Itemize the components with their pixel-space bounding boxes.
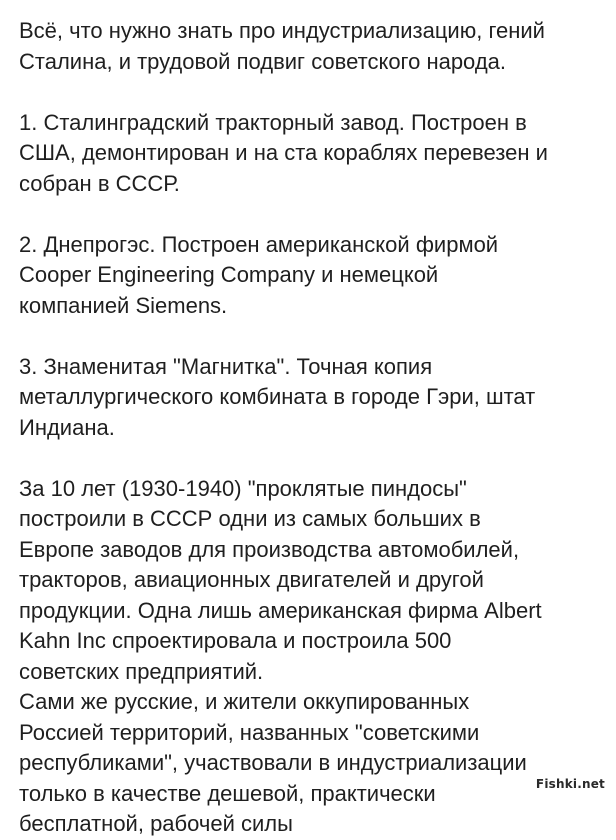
text-line: 2. Днепрогэс. Построен американской фирмой xyxy=(19,231,499,257)
text-line: республиками", участвовали в индустриализации xyxy=(19,750,527,775)
text-line: Сами же русские, и жители оккупированных xyxy=(19,689,470,714)
text-line: США, демонтирован и на ста кораблях перевезен и xyxy=(19,140,548,165)
text-line: только в качестве дешевой, практически xyxy=(19,780,436,806)
paragraph-stalingrad xyxy=(19,108,609,200)
text-line: тракторов, авиационных двигателей и другой xyxy=(19,567,484,592)
paragraph-conclusion xyxy=(19,474,609,840)
text-line: Всё, что нужно знать про индустриализацию, гений xyxy=(19,18,545,43)
paragraph-dneproges xyxy=(19,230,609,322)
paragraph-gap xyxy=(19,321,609,352)
text-line: 3. Знаменитая "Магнитка". Точная копия xyxy=(19,353,433,379)
text-line: бесплатной, рабочей силы xyxy=(19,811,293,836)
paragraph-gap xyxy=(19,77,609,108)
text-line: Cooper Engineering Company и немецкой xyxy=(19,262,439,287)
text-line: компанией Siemens. xyxy=(19,292,228,318)
text-line: построили в СССР одни из самых больших в xyxy=(19,506,481,531)
paragraph-gap xyxy=(19,199,609,230)
site-watermark: Fishki.net xyxy=(533,776,608,792)
text-line: Индиана. xyxy=(19,414,115,440)
paragraph-gap xyxy=(19,443,609,474)
post-text xyxy=(19,16,609,840)
text-line: 1. Сталинградский тракторный завод. Построен в xyxy=(19,109,527,135)
text-line: Сталина, и трудовой подвиг советского народа. xyxy=(19,48,506,74)
text-line: собран в СССР. xyxy=(19,170,180,196)
text-line: За 10 лет (1930-1940) "проклятые пиндосы" xyxy=(19,475,467,501)
paragraph-magnitka xyxy=(19,352,609,444)
text-line: металлургического комбината в городе Гэри, штат xyxy=(19,384,536,409)
text-line: советских предприятий. xyxy=(19,658,264,684)
paragraph-intro xyxy=(19,16,609,77)
text-line: Kahn Inc спроектировала и построила 500 xyxy=(19,628,452,653)
text-line: продукции. Одна лишь американская фирма Albert xyxy=(19,597,542,623)
text-line: Россией территорий, названных "советскими xyxy=(19,719,480,745)
text-line: Европе заводов для производства автомобилей, xyxy=(19,536,520,562)
